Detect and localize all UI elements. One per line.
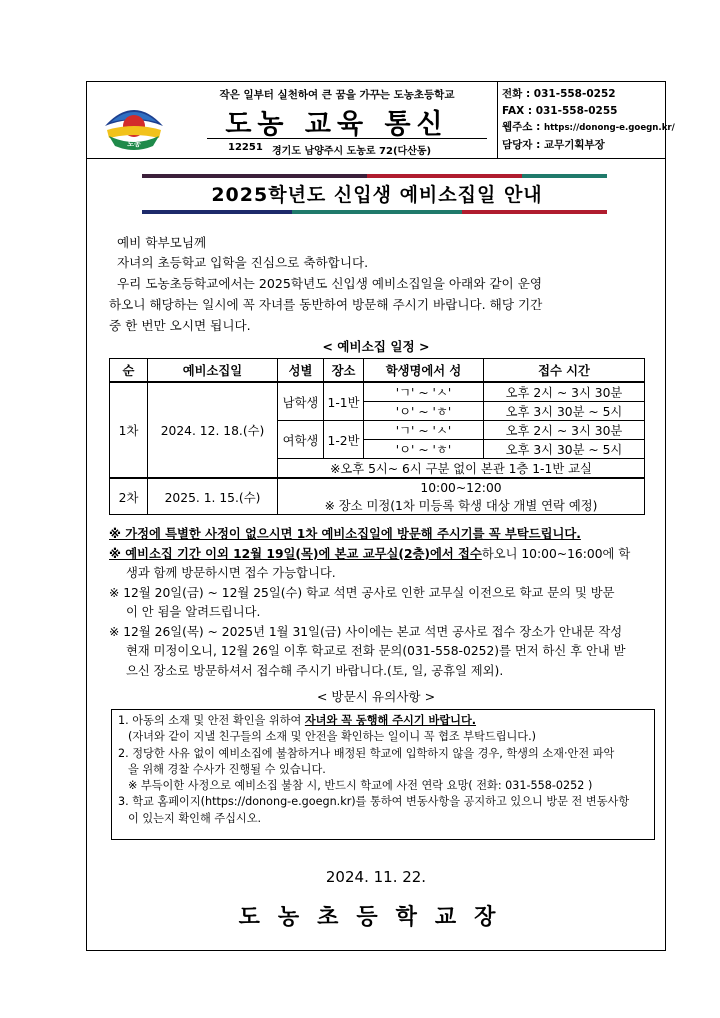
greeting-line-1: 자녀의 초등학교 입학을 진심으로 축하합니다. (117, 255, 369, 270)
contact-info (502, 86, 675, 153)
title-bar-top-left (142, 174, 367, 178)
note-4: ※ 12월 26일(목) ~ 2025년 1월 31일(금) 사이에는 본교 석면 공사로 접수 장소가 안내문 작성 (109, 624, 623, 639)
phone-number: 전화 : 031-558-0252 (502, 88, 616, 100)
round1-gender-female: 여학생 (278, 421, 324, 459)
col-surname: 학생명에서 성 (364, 359, 484, 383)
round1-place-female: 1-2반 (324, 421, 364, 459)
note-1: ※ 가정에 특별한 사정이 없으시면 1차 예비소집일에 방문해 주시기를 꼭 부탁드립니다. (109, 527, 581, 541)
title-bar-bottom-right (462, 210, 607, 214)
visit-item-1 (118, 713, 648, 729)
surname-range: 'ㄱ' ~ 'ㅅ' (364, 421, 484, 440)
surname-range: 'ㄱ' ~ 'ㅅ' (364, 382, 484, 402)
col-order: 순 (110, 359, 148, 383)
round1-date: 2024. 12. 18.(수) (148, 382, 278, 478)
col-time: 접수 시간 (484, 359, 645, 383)
visit-item-3: 3. 학교 홈페이지(https://donong-e.goegn.kr)를 통하여 변동사항을 공지하고 있으니 방문 전 변동사항 (118, 795, 630, 809)
round2-time: 10:00~12:00 (278, 478, 645, 496)
round1-gender-male: 남학생 (278, 382, 324, 421)
round1-order: 1차 (110, 382, 148, 478)
round2-order: 2차 (110, 478, 148, 515)
round2-note: ※ 장소 미정(1차 미등록 학생 대상 개별 연락 예정) (278, 496, 645, 515)
newsletter-frame (86, 81, 675, 951)
notice-title: 2025학년도 신입생 예비소집일 안내 (211, 184, 543, 206)
svg-text:도농: 도농 (127, 140, 141, 148)
street-address: 경기도 남양주시 도농로 72(다산동) (272, 146, 432, 157)
schedule-table (109, 358, 645, 515)
visit-item-2-note: ※ 부득이한 사정으로 예비소집 불참 시, 반드시 학교에 사전 연락 요망( 전화: 031-558-0252 ) (128, 779, 593, 793)
visit-item-1-text: 1. 아동의 소재 및 안전 확인을 위하여 (118, 714, 305, 727)
signer: 도농초등학교장 (238, 905, 514, 930)
web-address (502, 119, 675, 137)
manager: 담당자 : 교무기획부장 (502, 138, 605, 151)
note-2 (109, 545, 659, 565)
school-slogan: 작은 일부터 실천하여 큰 꿈을 가꾸는 도농초등학교 (219, 89, 455, 101)
greeting-line-2: 우리 도농초등학교에서는 2025학년도 신입생 예비소집일을 아래와 같이 운영 (117, 276, 543, 291)
round1-place-male: 1-1반 (324, 382, 364, 421)
reception-time: 오후 3시 30분 ~ 5시 (484, 440, 645, 459)
visit-item-1-detail: (자녀와 같이 지낼 친구들의 소재 및 안전을 확인하는 일이니 꼭 협조 부탁드립니다.) (128, 730, 537, 744)
note-4-cont-1: 현재 미정이오니, 12월 26일 이후 학교로 전화 문의(031-558-0252)를 먼저 하신 후 안내 받 (126, 644, 626, 658)
visit-item-2: 2. 정당한 사유 없이 예비소집에 불참하거나 배정된 학교에 입학하지 않을 경우, 학생의 소재·안전 파악 (118, 746, 615, 760)
title-rule (207, 138, 487, 139)
greeting-line-3: 하오니 해당하는 일시에 꼭 자녀를 동반하여 방문해 주시기 바랍니다. 해당 기간 (109, 297, 543, 312)
note-3: ※ 12월 20일(금) ~ 12월 25일(수) 학교 석면 공사로 인한 교무실 이전으로 학교 문의 및 방문 (109, 585, 615, 600)
title-bar-top-right (522, 174, 607, 178)
surname-range: 'ㅇ' ~ 'ㅎ' (364, 402, 484, 421)
table-row (110, 382, 645, 402)
header-divider (87, 158, 665, 159)
visit-item-3-cont: 이 있는지 확인해 주십시오. (128, 811, 262, 825)
round2-date: 2025. 1. 15.(수) (148, 478, 278, 515)
web-url[interactable]: https://donong-e.goegn.kr/ (543, 123, 675, 133)
note-2-emphasis: ※ 예비소집 기간 이외 12월 19일(목)에 본교 교무실(2층)에서 접수 (109, 546, 482, 561)
visit-heading: < 방문시 유의사항 > (316, 689, 436, 704)
visit-precautions-box (111, 709, 655, 840)
newsletter-header (87, 82, 675, 158)
visit-item-2-cont: 을 위해 경찰 수사가 진행될 수 있습니다. (128, 762, 326, 776)
reception-time: 오후 2시 ~ 3시 30분 (484, 382, 645, 402)
schedule-heading: < 예비소집 일정 > (322, 339, 430, 354)
header-divider-vertical (497, 82, 498, 158)
web-label: 웹주소 : (502, 121, 544, 133)
newsletter-title: 도농 교육 통신 (225, 109, 449, 140)
col-place: 장소 (324, 359, 364, 383)
title-bar-top-mid (367, 174, 522, 178)
greeting-line-4: 중 한 번만 오시면 됩니다. (109, 318, 251, 333)
note-3-cont: 이 안 됨을 알려드립니다. (126, 605, 261, 619)
school-logo (101, 92, 167, 152)
col-gender: 성별 (278, 359, 324, 383)
col-date: 예비소집일 (148, 359, 278, 383)
round1-note: ※오후 5시~ 6시 구분 없이 본관 1층 1-1반 교실 (278, 459, 645, 479)
reception-time: 오후 3시 30분 ~ 5시 (484, 402, 645, 421)
note-2-cont: 생과 함께 방문하시면 접수 가능합니다. (126, 566, 336, 580)
fax-number: FAX : 031-558-0255 (502, 104, 618, 117)
salutation: 예비 학부모님께 (117, 235, 207, 250)
visit-item-1-emphasis: 자녀와 꼭 동행해 주시기 바랍니다. (304, 714, 477, 727)
note-4-cont-2: 으신 장소로 방문하셔서 접수해 주시기 바랍니다.(토, 일, 공휴일 제외). (126, 663, 504, 678)
reception-time: 오후 2시 ~ 3시 30분 (484, 421, 645, 440)
title-bar-bottom-mid (292, 210, 462, 214)
notes (109, 525, 659, 681)
surname-range: 'ㅇ' ~ 'ㅎ' (364, 440, 484, 459)
issue-date: 2024. 11. 22. (325, 868, 427, 886)
table-row (110, 478, 645, 496)
title-bar-bottom-left (142, 210, 292, 214)
note-2-rest: 하오니 10:00~16:00에 학 (481, 546, 631, 561)
table-header-row (110, 359, 645, 383)
zip-code: 12251 (228, 142, 263, 153)
